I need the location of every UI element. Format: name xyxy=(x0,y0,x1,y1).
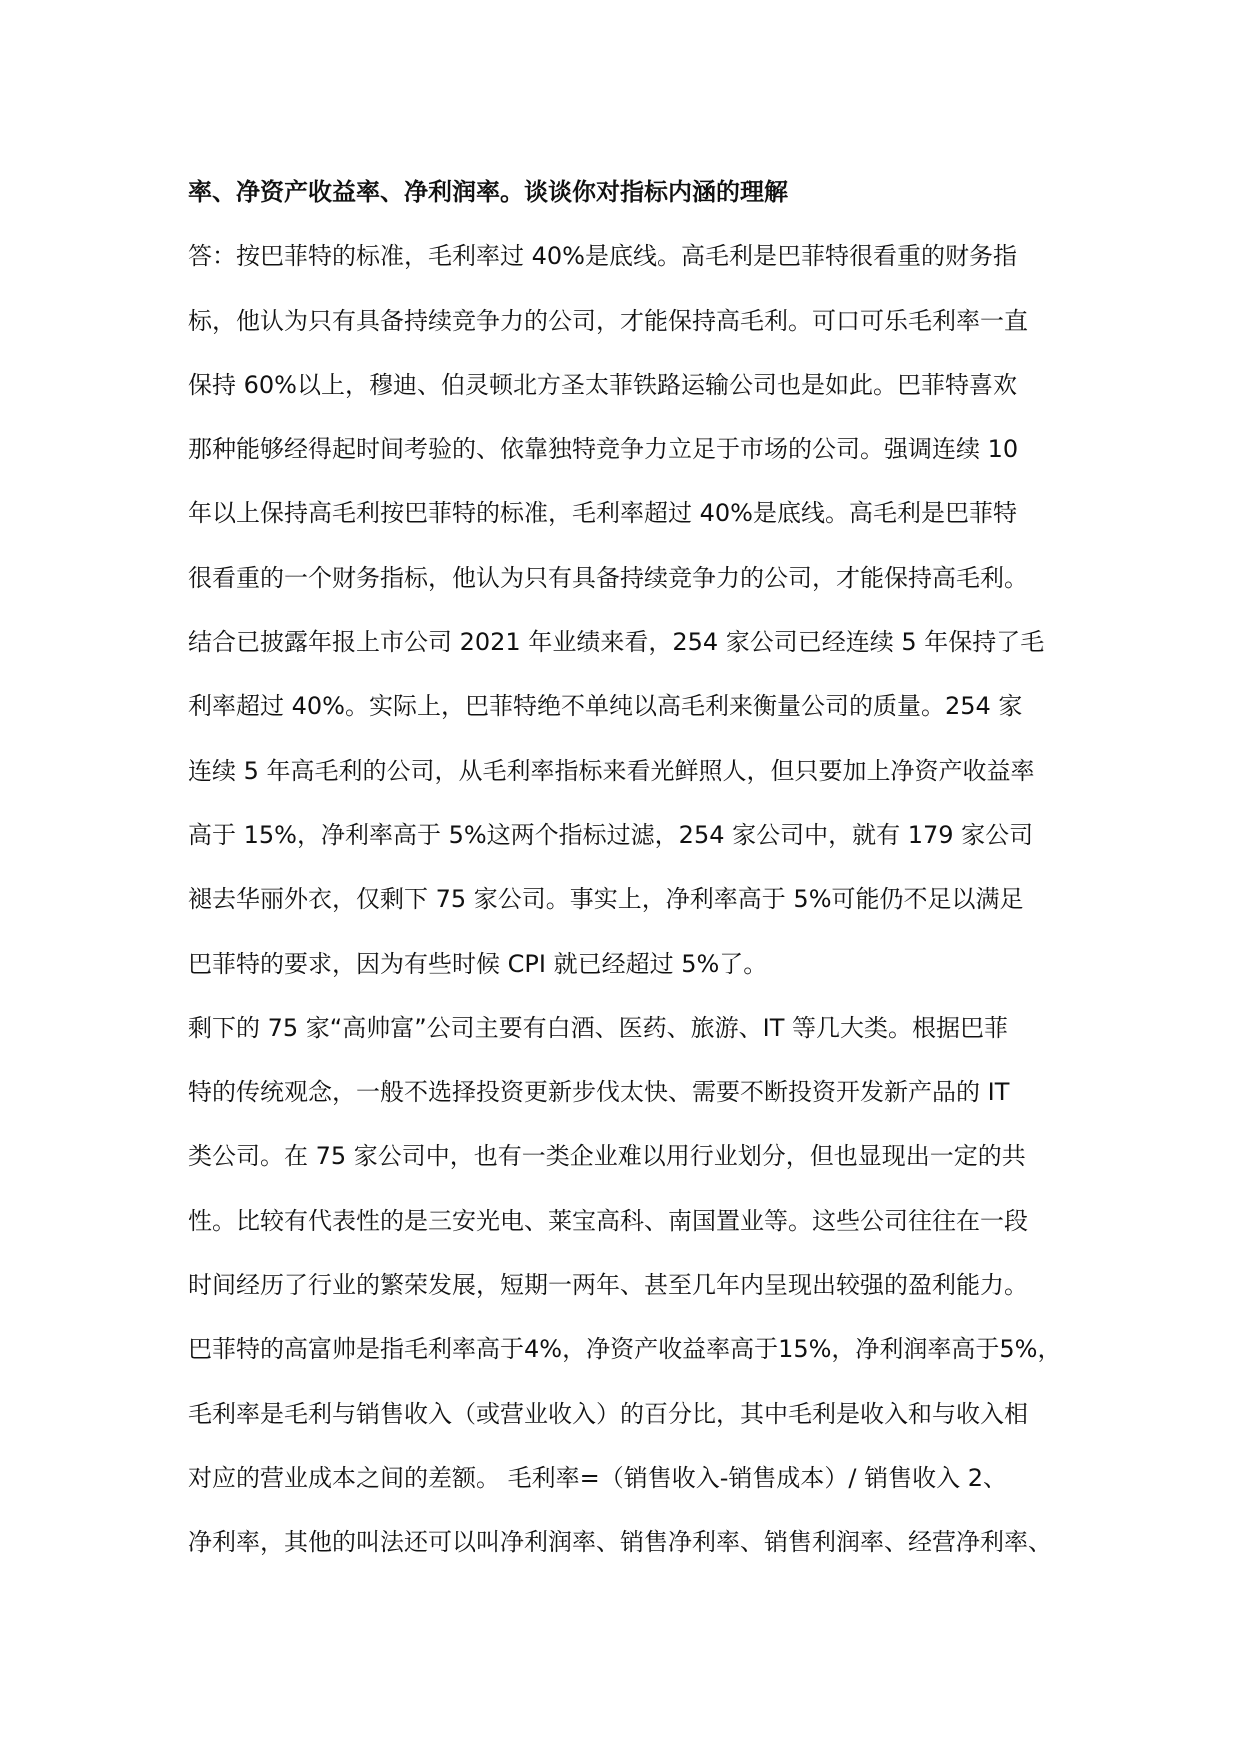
body-line: 巴菲特的高富帅是指毛利率高于4%，净资产收益率高于15%，净利润率高于5%， xyxy=(188,1335,1062,1364)
body-line: 很看重的一个财务指标，他认为只有具备持续竞争力的公司，才能保持高毛利。 xyxy=(188,563,1028,592)
body-line: 高于 15%，净利率高于 5%这两个指标过滤，254 家公司中，就有 179 家公司 xyxy=(188,820,1034,849)
body-line: 性。比较有代表性的是三安光电、莱宝高科、南国置业等。这些公司往往在一段 xyxy=(188,1206,1028,1235)
body-line: 特的传统观念，一般不选择投资更新步伐太快、需要不断投资开发新产品的 IT xyxy=(188,1078,1010,1107)
body-line: 对应的营业成本之间的差额。 毛利率=（销售收入-销售成本）/ 销售收入 2、 xyxy=(188,1463,1008,1492)
document-heading: 率、净资产收益率、净利润率。谈谈你对指标内涵的理解 xyxy=(188,178,788,206)
body-line: 类公司。在 75 家公司中，也有一类企业难以用行业划分，但也显现出一定的共 xyxy=(188,1142,1026,1171)
document-body xyxy=(188,160,1068,1575)
body-line: 连续 5 年高毛利的公司，从毛利率指标来看光鲜照人，但只要加上净资产收益率 xyxy=(188,756,1035,785)
body-line: 褪去华丽外衣，仅剩下 75 家公司。事实上，净利率高于 5%可能仍不足以满足 xyxy=(188,885,1024,914)
body-line: 保持 60%以上，穆迪、伯灵顿北方圣太菲铁路运输公司也是如此。巴菲特喜欢 xyxy=(188,370,1017,399)
body-line: 剩下的 75 家“高帅富”公司主要有白酒、医药、旅游、IT 等几大类。根据巴菲 xyxy=(188,1013,1009,1042)
body-line: 答：按巴菲特的标准，毛利率过 40%是底线。高毛利是巴菲特很看重的财务指 xyxy=(188,242,1017,271)
body-line: 毛利率是毛利与销售收入（或营业收入）的百分比，其中毛利是收入和与收入相 xyxy=(188,1399,1028,1428)
body-line: 净利率，其他的叫法还可以叫净利润率、销售净利率、销售利润率、经营净利率、 xyxy=(188,1528,1052,1557)
body-line: 年以上保持高毛利按巴菲特的标准，毛利率超过 40%是底线。高毛利是巴菲特 xyxy=(188,499,1017,528)
body-line: 那种能够经得起时间考验的、依靠独特竞争力立足于市场的公司。强调连续 10 xyxy=(188,435,1019,464)
body-line: 标，他认为只有具备持续竞争力的公司，才能保持高毛利。可口可乐毛利率一直 xyxy=(188,306,1028,335)
body-line: 巴菲特的要求，因为有些时候 CPI 就已经超过 5%了。 xyxy=(188,949,768,978)
body-line: 时间经历了行业的繁荣发展，短期一两年、甚至几年内呈现出较强的盈利能力。 xyxy=(188,1271,1028,1300)
body-line: 利率超过 40%。实际上，巴菲特绝不单纯以高毛利来衡量公司的质量。254 家 xyxy=(188,692,1023,721)
body-line: 结合已披露年报上市公司 2021 年业绩来看，254 家公司已经连续 5 年保持了毛 xyxy=(188,628,1045,657)
